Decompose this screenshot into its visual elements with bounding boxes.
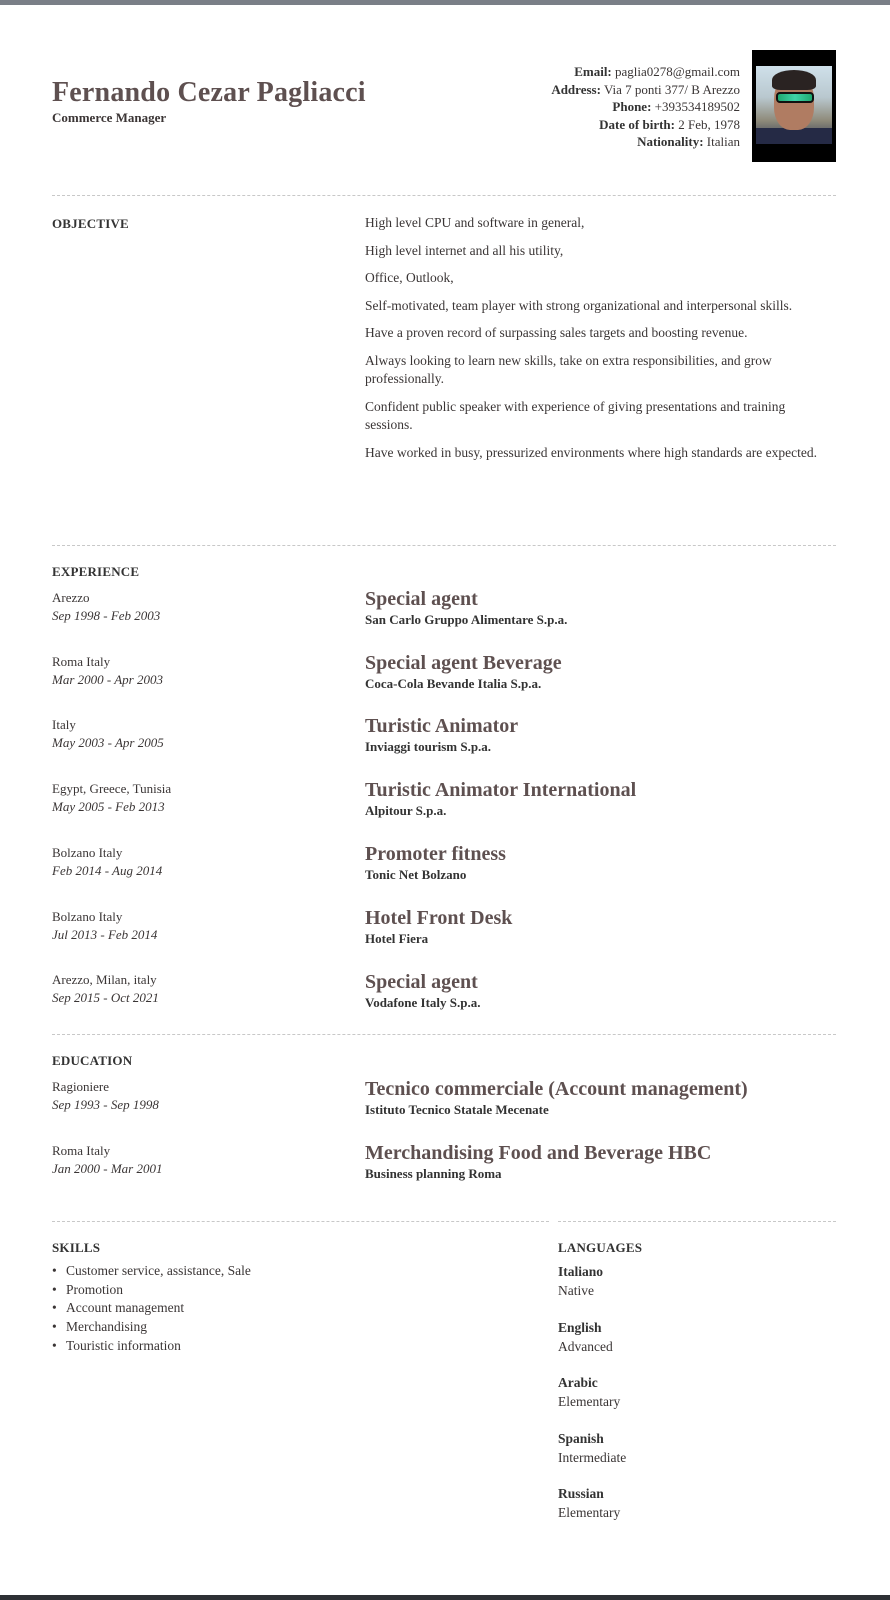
contact-nationality — [551, 133, 740, 151]
contact-label: Email: — [574, 64, 612, 79]
section-divider — [52, 1034, 836, 1035]
experience-title-text: Special agent Beverage — [365, 652, 562, 674]
education-dates: Jan 2000 - Mar 2001 — [52, 1160, 163, 1176]
candidate-role: Commerce Manager — [52, 110, 167, 125]
section-divider — [558, 1221, 836, 1222]
experience-title-text: Special agent — [365, 971, 478, 993]
experience-dates: Feb 2014 - Aug 2014 — [52, 862, 163, 878]
education-org: Business planning Roma — [365, 1166, 502, 1181]
skills-title: SKILLS — [52, 1240, 101, 1255]
language-name: English — [558, 1320, 602, 1335]
experience-entry — [365, 778, 636, 820]
experience-meta — [52, 908, 157, 943]
objective-line: Self-motivated, team player with strong organizational and interpersonal skills. — [365, 297, 793, 313]
contact-email — [551, 63, 740, 81]
experience-meta — [52, 589, 160, 624]
section-divider — [52, 195, 836, 196]
language-name: Russian — [558, 1486, 604, 1501]
education-title-text: Merchandising Food and Beverage HBC — [365, 1142, 712, 1164]
objective-line: Office, Outlook, — [365, 270, 454, 285]
language-item — [558, 1484, 620, 1522]
objective-line: High level CPU and software in general, — [365, 215, 585, 230]
experience-dates: Sep 2015 - Oct 2021 — [52, 989, 159, 1005]
language-name: Arabic — [558, 1375, 598, 1390]
objective-text — [365, 214, 835, 471]
language-level: Intermediate — [558, 1450, 627, 1465]
contact-label: Date of birth: — [599, 116, 675, 132]
skill-item: • Promotion — [52, 1281, 251, 1300]
experience-title-text: Special agent — [365, 588, 478, 610]
contact-label: Nationality: — [637, 134, 704, 149]
section-divider — [52, 545, 836, 546]
experience-org: Alpitour S.p.a. — [365, 803, 447, 818]
contact-label: Phone: — [612, 99, 652, 114]
photo-shirt — [756, 128, 832, 144]
resume-header — [52, 50, 836, 162]
language-level: Advanced — [558, 1339, 613, 1354]
experience-dates: Mar 2000 - Apr 2003 — [52, 671, 163, 687]
experience-meta — [52, 844, 162, 879]
experience-entry — [365, 842, 506, 884]
language-level: Elementary — [558, 1505, 621, 1520]
contact-label: Address: — [551, 81, 601, 97]
skill-item: • Account management — [52, 1299, 251, 1318]
section-divider — [52, 1221, 549, 1222]
objective-line: Always looking to learn new skills, take on extra responsibilities, and grow professionally. — [365, 352, 772, 386]
experience-org: Coca-Cola Bevande Italia S.p.a. — [365, 676, 542, 691]
skills-list — [52, 1262, 251, 1356]
contact-value: paglia0278@gmail.com — [615, 64, 740, 79]
education-title-text: Tecnico commerciale (Account management) — [365, 1078, 748, 1100]
contact-info — [551, 63, 740, 151]
language-item — [558, 1373, 620, 1411]
experience-org: Tonic Net Bolzano — [365, 867, 467, 882]
experience-entry — [365, 970, 480, 1012]
experience-org: Hotel Fiera — [365, 931, 429, 946]
language-name: Italiano — [558, 1264, 604, 1279]
experience-title-text: Turistic Animator International — [365, 779, 637, 801]
experience-location: Bolzano Italy — [52, 845, 123, 860]
top-bar — [0, 0, 890, 5]
education-dates: Sep 1993 - Sep 1998 — [52, 1096, 159, 1112]
experience-location: Italy — [52, 717, 76, 732]
education-meta — [52, 1078, 159, 1113]
experience-meta — [52, 971, 159, 1006]
experience-meta — [52, 716, 164, 751]
experience-meta — [52, 653, 163, 688]
education-title: EDUCATION — [52, 1053, 133, 1068]
education-entry — [365, 1141, 711, 1183]
contact-value: +393534189502 — [654, 99, 740, 114]
experience-location: Egypt, Greece, Tunisia — [52, 781, 172, 796]
languages-title: LANGUAGES — [558, 1240, 643, 1255]
experience-dates: Jul 2013 - Feb 2014 — [52, 926, 158, 942]
experience-entry — [365, 714, 518, 756]
language-level: Native — [558, 1283, 594, 1298]
language-item — [558, 1318, 613, 1356]
photo-hair — [772, 70, 816, 90]
objective-line: Confident public speaker with experience of giving presentations and training sessions. — [365, 398, 786, 432]
objective-line: High level internet and all his utility, — [365, 242, 564, 258]
language-name: Spanish — [558, 1431, 604, 1446]
experience-title-text: Turistic Animator — [365, 715, 519, 737]
experience-title: EXPERIENCE — [52, 564, 140, 579]
language-level: Elementary — [558, 1394, 621, 1409]
objective-title: OBJECTIVE — [52, 216, 129, 231]
experience-meta — [52, 780, 171, 815]
experience-location: Arezzo, Milan, italy — [52, 972, 157, 987]
experience-location: Roma Italy — [52, 654, 111, 669]
experience-entry — [365, 906, 512, 948]
experience-dates: May 2005 - Feb 2013 — [52, 798, 165, 814]
skill-item: • Merchandising — [52, 1318, 251, 1337]
skill-item: • Touristic information — [52, 1337, 251, 1356]
education-meta — [52, 1142, 163, 1177]
contact-value: Italian — [706, 134, 740, 149]
experience-entry — [365, 587, 567, 629]
language-item — [558, 1262, 603, 1300]
photo-sunglasses — [776, 92, 814, 103]
bottom-bar — [0, 1595, 890, 1600]
experience-dates: Sep 1998 - Feb 2003 — [52, 607, 161, 623]
photo-image — [756, 66, 832, 144]
experience-org: Inviaggi tourism S.p.a. — [365, 739, 492, 754]
experience-location: Arezzo — [52, 590, 90, 605]
education-org: Istituto Tecnico Statale Mecenate — [365, 1102, 549, 1117]
contact-phone — [551, 98, 740, 116]
experience-title-text: Promoter fitness — [365, 843, 506, 865]
education-location: Ragioniere — [52, 1079, 110, 1094]
profile-photo — [752, 50, 836, 162]
experience-location: Bolzano Italy — [52, 909, 123, 924]
experience-title-text: Hotel Front Desk — [365, 907, 513, 929]
contact-birthdate — [551, 116, 740, 134]
education-entry — [365, 1077, 748, 1119]
candidate-name: Fernando Cezar Pagliacci — [52, 77, 366, 108]
objective-line: Have worked in busy, pressurized environments where high standards are expected. — [365, 444, 817, 460]
experience-org: Vodafone Italy S.p.a. — [365, 995, 481, 1010]
language-item — [558, 1429, 626, 1467]
experience-entry — [365, 651, 562, 693]
objective-line: Have a proven record of surpassing sales targets and boosting revenue. — [365, 325, 748, 340]
contact-address — [551, 81, 740, 99]
contact-value: Via 7 ponti 377/ B Arezzo — [603, 81, 740, 97]
skill-item: • Customer service, assistance, Sale — [52, 1262, 251, 1281]
education-location: Roma Italy — [52, 1143, 111, 1158]
contact-value: 2 Feb, 1978 — [678, 116, 740, 132]
experience-dates: May 2003 - Apr 2005 — [52, 734, 164, 750]
experience-org: San Carlo Gruppo Alimentare S.p.a. — [365, 612, 568, 627]
